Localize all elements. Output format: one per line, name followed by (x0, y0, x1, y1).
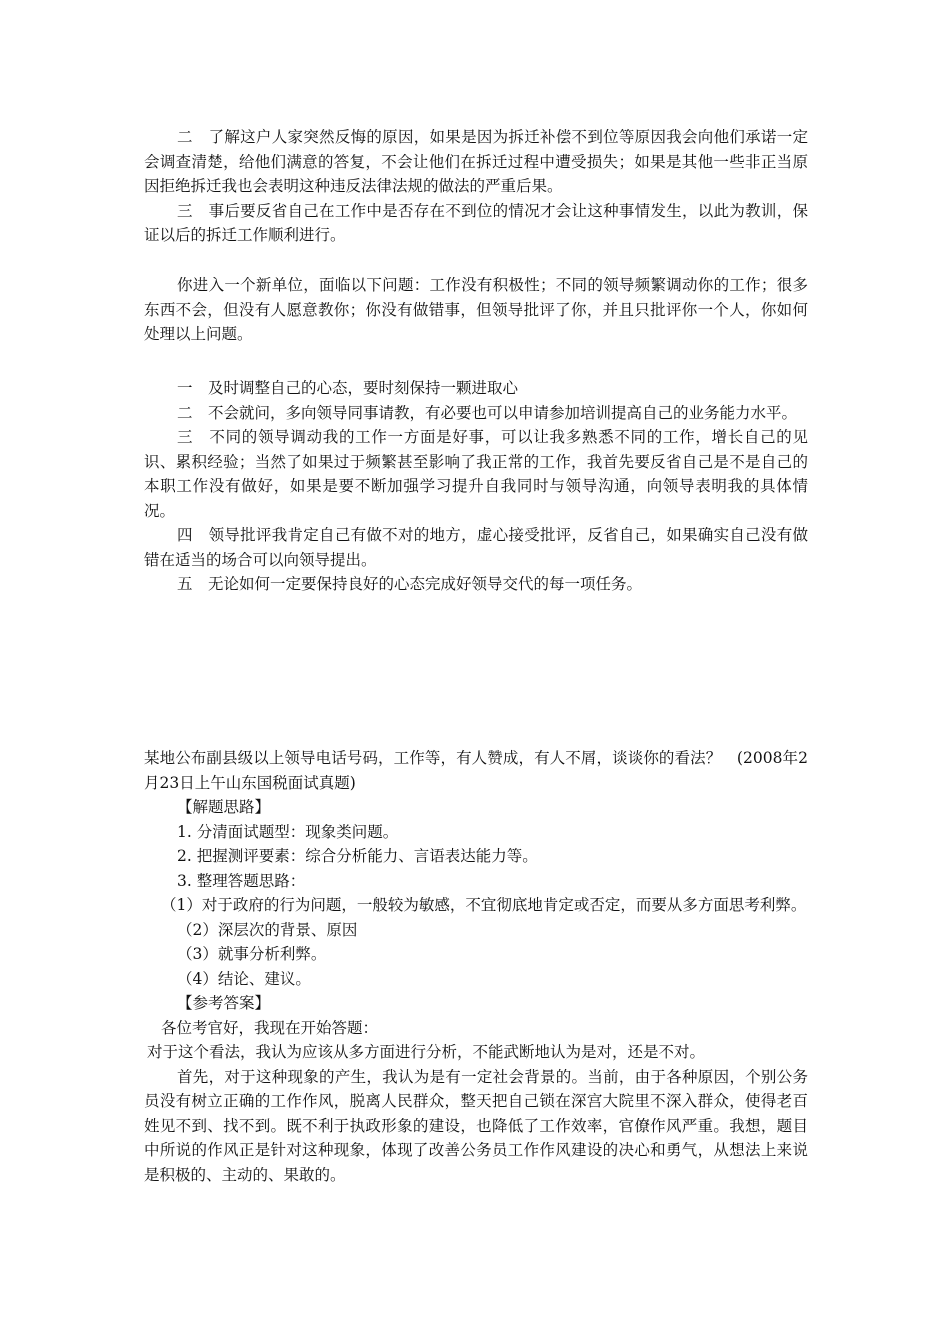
answer-greeting: 各位考官好，我现在开始答题： (161, 1018, 379, 1037)
section-demolition-answer (144, 125, 808, 248)
question-title: 某地公布副县级以上领导电话号码，工作等，有人赞成，有人不屑，谈谈你的看法？ (2008年2月23日上午山东国税面试真题) (144, 749, 808, 792)
paragraph-point-three: 三 事后要反省自己在工作中是否存在不到位的情况才会让这种事情发生，以此为教训，保证以后的拆迁工作顺利进行。 (144, 201, 808, 244)
answer-item-two: 二 不会就问，多向领导同事请教，有必要也可以申请参加培训提高自己的业务能力水平。 (177, 403, 798, 422)
answer-view: 对于这个看法，我认为应该从多方面进行分析，不能武断地认为是对，还是不对。 (147, 1043, 706, 1061)
question-paragraph: 你进入一个新单位，面临以下问题：工作没有积极性；不同的领导频繁调动你的工作；很多东西不会，但没有人愿意教你；你没有做错事，但领导批评了你，并且只批评你一个人，你如何处理以上问题。 (144, 276, 808, 343)
analysis-sub-2: （2）深层次的背景、原因 (177, 920, 358, 939)
paragraph-point-two: 二 了解这户人家突然反悔的原因，如果是因为拆迁补偿不到位等原因我会向他们承诺一定会调查清楚，给他们满意的答复，不会让他们在拆迁过程中遭受损失；如果是其他一些非正当原因拒绝拆迁我也会表明这种违反法律法规的做法的严重后果。 (144, 128, 808, 195)
section-phone-number-question (144, 746, 808, 1187)
analysis-sub-1: （1）对于政府的行为问题，一般较为敏感，不宜彻底地肯定或否定，而要从多方面思考利弊。 (161, 896, 807, 914)
answer-item-five: 五 无论如何一定要保持良好的心态完成好领导交代的每一项任务。 (177, 575, 643, 593)
analysis-step-3: 3. 整理答题思路： (177, 871, 306, 890)
section-new-unit-question (144, 273, 808, 347)
analysis-step-1: 1. 分清面试题型：现象类问题。 (177, 822, 399, 841)
analysis-sub-4: （4）结论、建议。 (177, 969, 311, 988)
section-new-unit-answer (144, 376, 808, 597)
answer-body: 首先，对于这种现象的产生，我认为是有一定社会背景的。当前，由于各种原因，个别公务员没有树立正确的工作作风，脱离人民群众，整天把自己锁在深宫大院里不深入群众，使得老百姓见不到、找不到。既不利于执政形象的建设，也降低了工作效率，官僚作风严重。我想，题目中所说的作风正是针对这种现象，体现了改善公务员工作作风建设的决心和勇气，从想法上来说是积极的、主动的、果敢的。 (144, 1067, 808, 1184)
answer-heading: 【参考答案】 (177, 994, 271, 1012)
answer-item-four: 四 领导批评我肯定自己有做不对的地方，虚心接受批评，反省自己，如果确实自己没有做错在适当的场合可以向领导提出。 (144, 526, 808, 569)
answer-item-one: 一 及时调整自己的心态，要时刻保持一颗进取心 (177, 379, 519, 397)
answer-item-three: 三 不同的领导调动我的工作一方面是好事，可以让我多熟悉不同的工作，增长自己的见识、累积经验；当然了如果过于频繁甚至影响了我正常的工作，我首先要反省自己是不是自己的本职工作没有做好，如果是要不断加强学习提升自我同时与领导沟通，向领导表明我的具体情况。 (144, 428, 808, 520)
analysis-sub-3: （3）就事分析利弊。 (177, 945, 327, 963)
analysis-heading: 【解题思路】 (177, 798, 271, 816)
analysis-step-2: 2. 把握测评要素：综合分析能力、言语表达能力等。 (177, 847, 538, 865)
